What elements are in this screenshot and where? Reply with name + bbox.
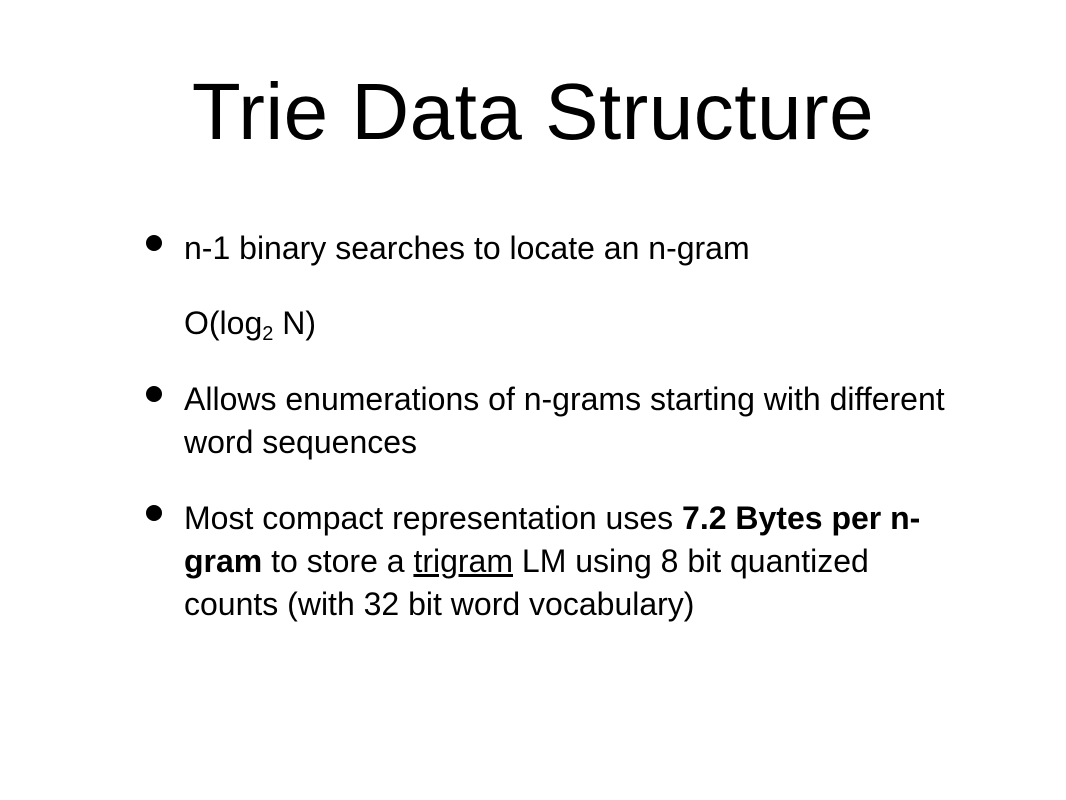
complexity-prefix: O(log — [184, 305, 263, 341]
bullet-text-part3: LM using 8 bit quantized counts (with 32 bit word vocabulary) — [184, 543, 869, 622]
bullet-text: n-1 binary searches to locate an n-gram — [184, 230, 750, 266]
complexity-suffix: N) — [273, 305, 317, 341]
bullet-list — [146, 225, 946, 626]
trigram-underlined: trigram — [413, 543, 513, 579]
bullet-dot-icon — [146, 235, 162, 251]
slide-title: Trie Data Structure — [191, 67, 875, 156]
complexity-note — [146, 302, 946, 345]
bullet-text-part1: Most compact representation uses — [184, 500, 683, 536]
bytes-per-ngram-emphasis: 7.2 Bytes per n-gram — [184, 500, 921, 579]
bullet-dot-icon — [146, 386, 162, 402]
complexity-subscript: 2 — [262, 323, 274, 345]
bullet-item-compact-representation — [146, 497, 946, 626]
bullet-dot-icon — [146, 505, 162, 521]
bullet-item-enumerations — [146, 378, 946, 464]
bullet-text: Allows enumerations of n-grams starting with different word sequences — [184, 381, 945, 460]
bullet-item-binary-searches — [146, 227, 946, 270]
bullet-text-part2: to store a — [262, 543, 414, 579]
